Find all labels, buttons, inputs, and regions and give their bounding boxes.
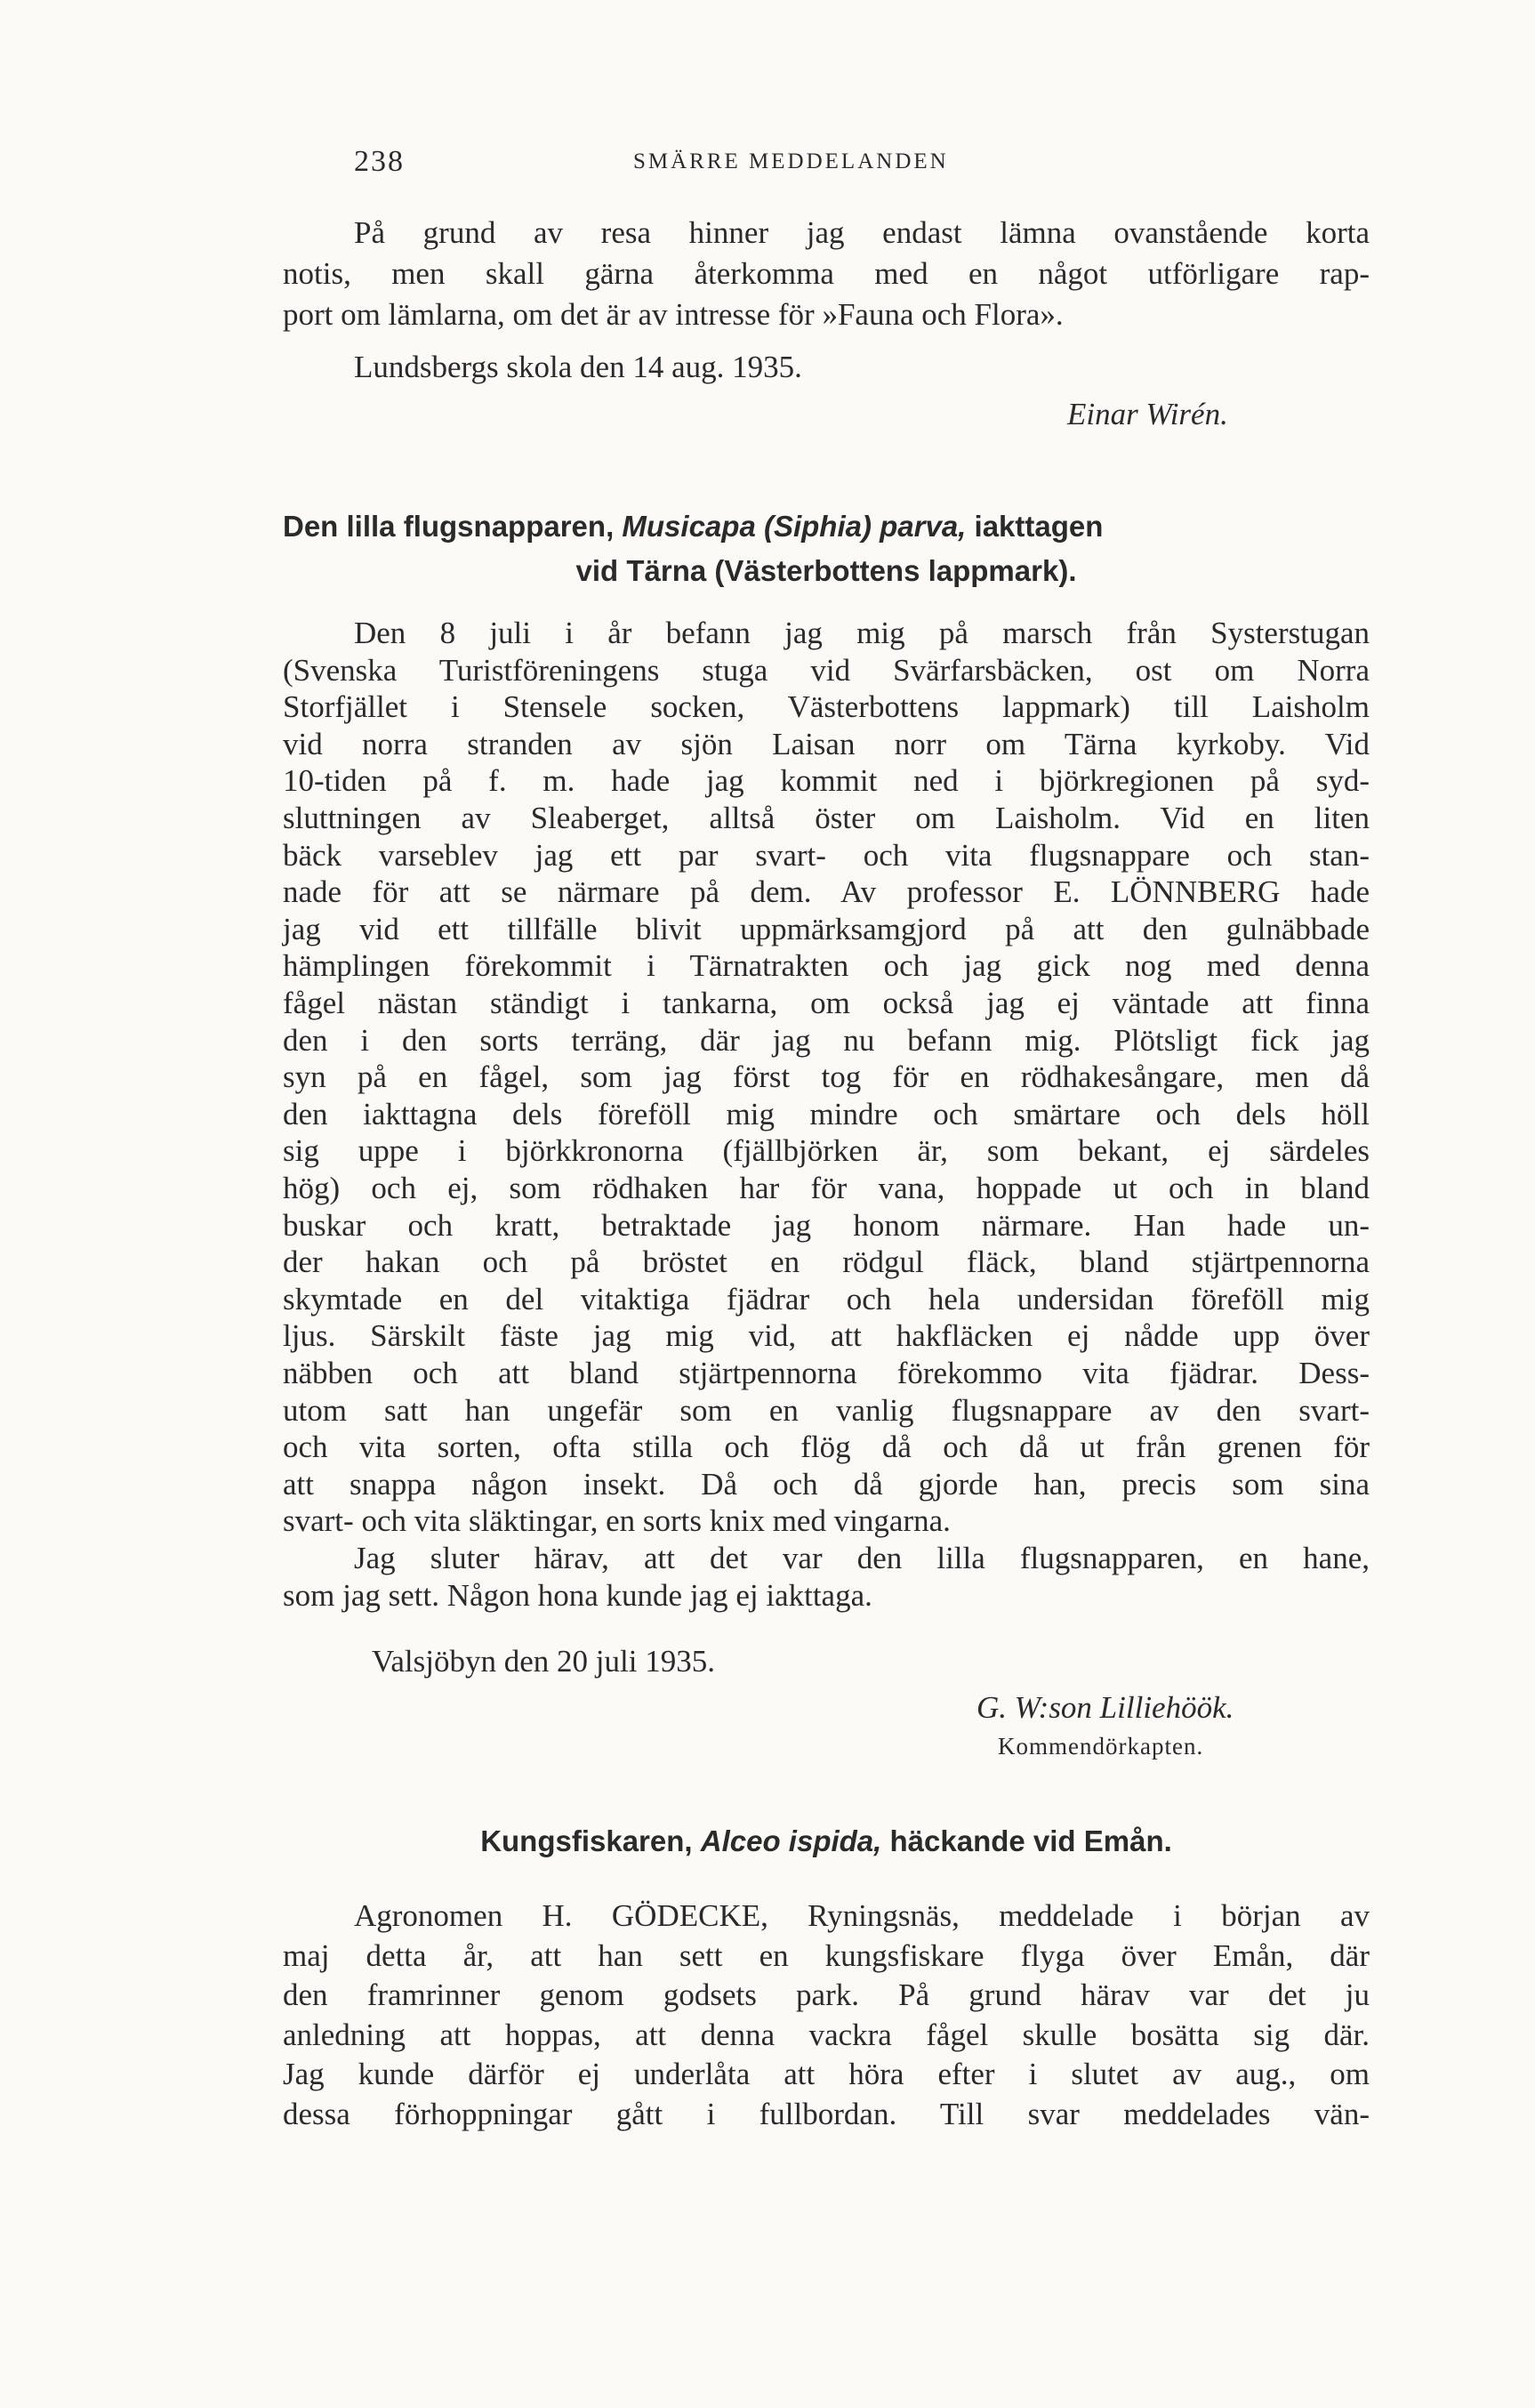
heading-text: iakttagen: [966, 510, 1104, 543]
text-line: utom satt han ungefär som en vanlig flugsnappare av den svart-: [283, 1392, 1370, 1428]
text-line: sluttningen av Sleaberget, alltså öster om Laisholm. Vid en liten: [283, 801, 1370, 835]
heading-text: Kungsfiskaren,: [480, 1824, 701, 1857]
dateline: Valsjöbyn den 20 juli 1935.: [372, 1644, 715, 1679]
text-line: anledning att hoppas, att denna vackra fågel skulle bosätta sig där.: [283, 2017, 1370, 2052]
text-line: att snappa någon insekt. Då och då gjorde han, precis som sina: [283, 1466, 1370, 1502]
text-line: der hakan och på bröstet en rödgul fläck, bland stjärtpennorna: [283, 1244, 1370, 1280]
text-line: port om lämlarna, om det är av intresse för »Fauna och Flora».: [283, 297, 1064, 332]
text-line: dessa förhoppningar gått i fullbordan. Till svar meddelades vän-: [283, 2096, 1370, 2131]
text-line: skymtade en del vitaktiga fjädrar och hela undersidan föreföll mig: [283, 1281, 1370, 1317]
text-line: nade för att se närmare på dem. Av professor E. LÖNNBERG hade: [283, 874, 1370, 910]
text-line: sig uppe i björkkronorna (fjällbjörken är, som bekant, ej särdeles: [283, 1133, 1370, 1169]
dateline: Lundsbergs skola den 14 aug. 1935.: [354, 350, 802, 384]
signature: Einar Wirén.: [1067, 397, 1228, 431]
signature: G. W:son Lilliehöök.: [976, 1690, 1234, 1725]
article-subheading: vid Tärna (Västerbottens lappmark).: [575, 554, 1077, 587]
text-line: hämplingen förekommit i Tärnatrakten och jag gick nog med denna: [283, 948, 1370, 984]
author-title: Kommendörkapten.: [998, 1733, 1204, 1760]
text-line: vid norra stranden av sjön Laisan norr om Tärna kyrkoby. Vid: [283, 726, 1370, 761]
text-line: (Svenska Turistföreningens stuga vid Svärfarsbäcken, ost om Norra: [283, 652, 1370, 688]
text-line: hög) och ej, som rödhaken har för vana, hoppade ut och in bland: [283, 1171, 1370, 1205]
heading-text: häckande vid Emån.: [881, 1824, 1172, 1857]
text-line: Den 8 juli i år befann jag mig på marsch från Systerstugan: [354, 616, 1370, 650]
text-line: 10-tiden på f. m. hade jag kommit ned i björkregionen på syd-: [283, 763, 1370, 799]
text-line: maj detta år, att han sett en kungsfiskare flyga över Emån, där: [283, 1937, 1370, 1973]
text-line: som jag sett. Någon hona kunde jag ej iakttaga.: [283, 1577, 872, 1613]
text-line: ljus. Särskilt fäste jag mig vid, att hakfläcken ej nådde upp över: [283, 1318, 1370, 1354]
running-head: SMÄRRE MEDDELANDEN: [633, 149, 949, 173]
text-line: näbben och att bland stjärtpennorna förekommo vita fjädrar. Dess-: [283, 1356, 1370, 1390]
text-line: syn på en fågel, som jag först tog för en rödhakesångare, men då: [283, 1059, 1370, 1095]
heading-species: Alceo ispida,: [700, 1824, 882, 1857]
text-line: den i den sorts terräng, där jag nu befann mig. Plötsligt fick jag: [283, 1022, 1370, 1058]
text-line: den iakttagna dels föreföll mig mindre och smärtare och dels höll: [283, 1096, 1370, 1132]
text-line: Jag sluter härav, att det var den lilla flugsnapparen, en hane,: [354, 1541, 1370, 1575]
text-line: Storfjället i Stensele socken, Västerbottens lappmark) till Laisholm: [283, 689, 1370, 725]
text-line: Jag kunde därför ej underlåta att höra efter i slutet av aug., om: [283, 2057, 1370, 2091]
text-line: notis, men skall gärna återkomma med en något utförligare rap-: [283, 256, 1370, 291]
text-line: jag vid ett tillfälle blivit uppmärksamgjord på att den gulnäbbade: [283, 911, 1370, 946]
text-line: och vita sorten, ofta stilla och flög då och då ut från grenen för: [283, 1429, 1370, 1465]
text-line: På grund av resa hinner jag endast lämna ovanstående korta: [354, 215, 1370, 250]
heading-species: Musicapa (Siphia) parva,: [622, 510, 967, 543]
text-line: fågel nästan ständigt i tankarna, om också jag ej väntade att finna: [283, 986, 1370, 1020]
text-line: Agronomen H. GÖDECKE, Ryningsnäs, meddelade i början av: [354, 1898, 1370, 1933]
text-line: svart- och vita släktingar, en sorts knix med vingarna.: [283, 1503, 951, 1539]
text-line: buskar och kratt, betraktade jag honom närmare. Han hade un-: [283, 1207, 1370, 1243]
heading-text: Den lilla flugsnapparen,: [283, 510, 623, 543]
article-heading: [283, 1822, 1370, 1861]
article-heading: [283, 507, 1370, 546]
page-number: 238: [354, 145, 405, 178]
text-line: bäck varseblev jag ett par svart- och vita flugsnappare och stan-: [283, 837, 1370, 873]
text-line: den framrinner genom godsets park. På grund härav var det ju: [283, 1977, 1370, 2012]
